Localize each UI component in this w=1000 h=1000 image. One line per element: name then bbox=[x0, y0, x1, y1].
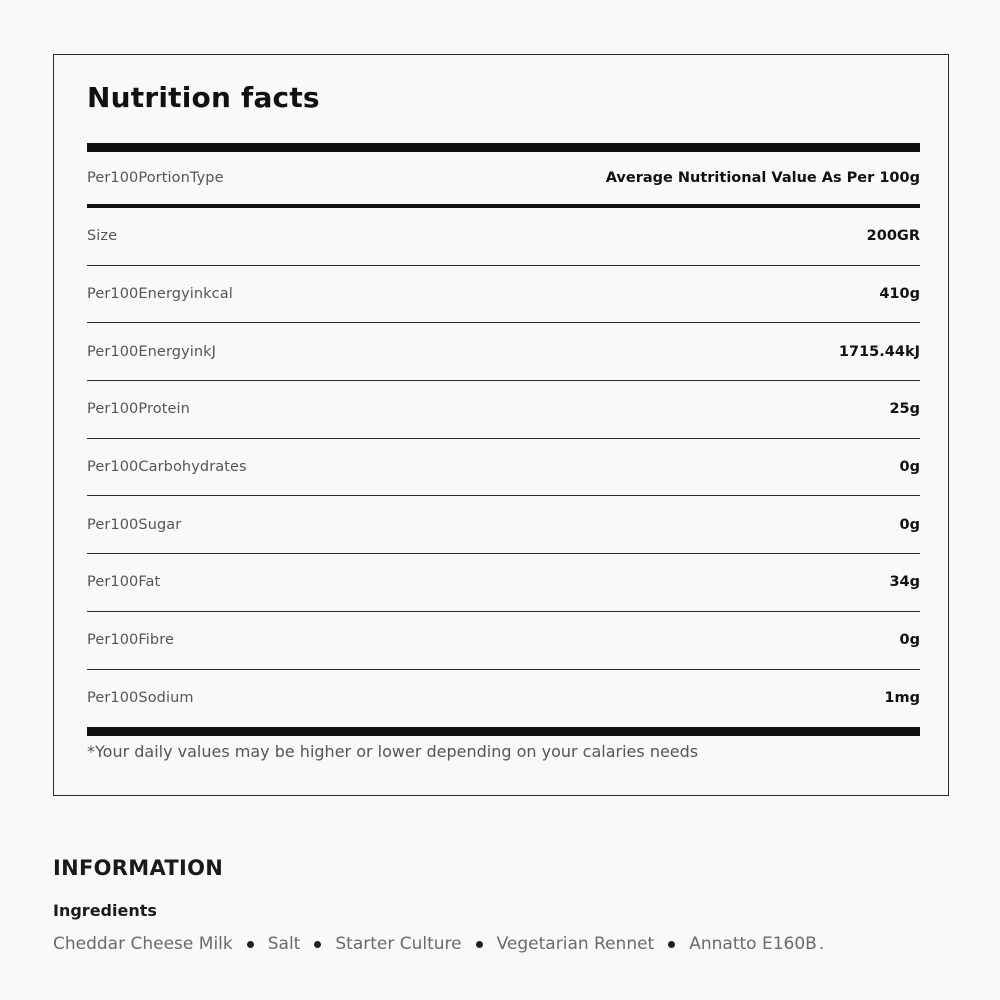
ingredient-item: Vegetarian Rennet bbox=[496, 934, 655, 954]
portion-type-value: Average Nutritional Value As Per 100g bbox=[605, 170, 920, 186]
nutrition-row bbox=[87, 496, 920, 554]
row-value: 1mg bbox=[884, 690, 920, 707]
ingredients-end-period: . bbox=[818, 934, 825, 954]
row-label: Per100Fat bbox=[87, 574, 161, 591]
nutrition-header-row bbox=[87, 152, 920, 208]
row-label: Per100Fibre bbox=[87, 632, 174, 649]
nutrition-row bbox=[87, 381, 920, 439]
row-value: 0g bbox=[899, 632, 920, 649]
daily-values-footnote: *Your daily values may be higher or lower depending on your calaries needs bbox=[87, 742, 699, 762]
nutrition-row bbox=[87, 612, 920, 670]
row-value: 0g bbox=[899, 516, 920, 533]
nutrition-row bbox=[87, 266, 920, 324]
row-label: Per100Sodium bbox=[87, 690, 194, 707]
information-heading: INFORMATION bbox=[53, 856, 224, 880]
ingredient-item: Annatto E160B bbox=[689, 934, 817, 954]
top-divider bbox=[87, 143, 920, 152]
row-value: 25g bbox=[889, 401, 920, 418]
bullet-separator-icon bbox=[247, 941, 254, 948]
nutrition-row bbox=[87, 208, 920, 266]
ingredients-heading: Ingredients bbox=[53, 901, 157, 920]
nutrition-facts-title: Nutrition facts bbox=[87, 81, 320, 114]
row-label: Per100Sugar bbox=[87, 516, 182, 533]
ingredients-list bbox=[53, 934, 824, 954]
nutrition-row bbox=[87, 670, 920, 728]
nutrition-row bbox=[87, 439, 920, 497]
row-label: Per100Protein bbox=[87, 401, 190, 418]
bullet-separator-icon bbox=[314, 941, 321, 948]
nutrition-table bbox=[87, 143, 920, 761]
ingredient-item: Cheddar Cheese Milk bbox=[53, 934, 233, 954]
nutrition-row bbox=[87, 323, 920, 381]
row-value: 200GR bbox=[866, 228, 920, 245]
nutrition-facts-panel bbox=[53, 54, 949, 796]
row-label: Per100Carbohydrates bbox=[87, 459, 247, 476]
row-value: 34g bbox=[889, 574, 920, 591]
row-label: Per100Energyinkcal bbox=[87, 286, 233, 303]
bottom-divider bbox=[87, 727, 920, 736]
row-value: 410g bbox=[879, 286, 920, 303]
bullet-separator-icon bbox=[476, 941, 483, 948]
ingredient-item: Salt bbox=[267, 934, 301, 954]
row-value: 1715.44kJ bbox=[838, 343, 920, 360]
row-label: Per100EnergyinkJ bbox=[87, 343, 217, 360]
ingredient-item: Starter Culture bbox=[335, 934, 462, 954]
bullet-separator-icon bbox=[668, 941, 675, 948]
nutrition-row bbox=[87, 554, 920, 612]
row-value: 0g bbox=[899, 459, 920, 476]
portion-type-label: Per100PortionType bbox=[87, 170, 224, 186]
row-label: Size bbox=[87, 228, 118, 245]
